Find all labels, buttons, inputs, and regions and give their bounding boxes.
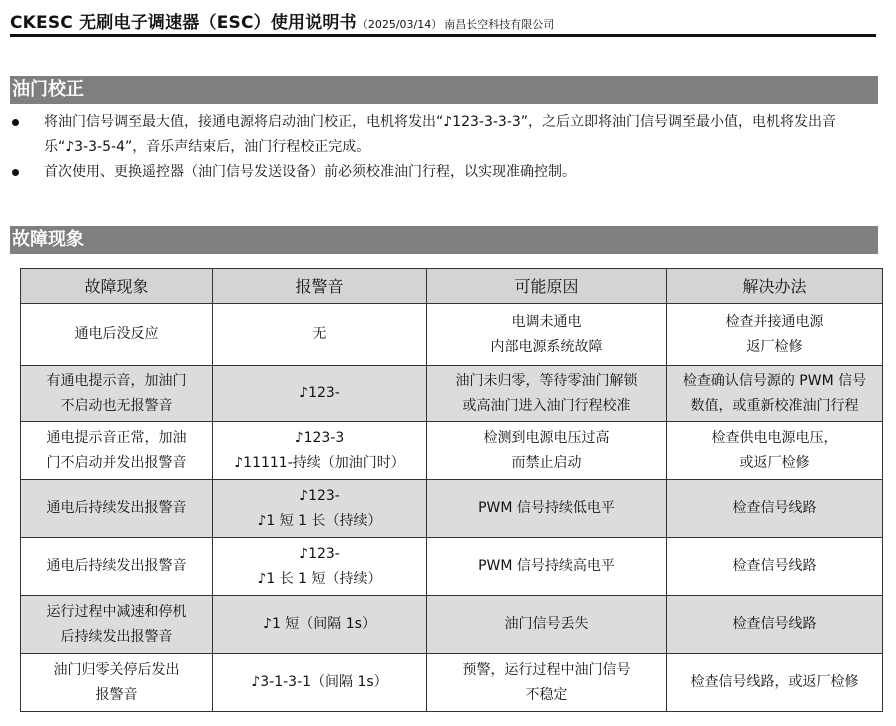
cell-line: 检查供电电源电压， bbox=[711, 429, 838, 446]
cell-alarm bbox=[213, 422, 427, 480]
cell-line: ♪123-3 bbox=[294, 429, 345, 446]
cell-line: ♪123- bbox=[299, 545, 340, 562]
cell-phenomenon bbox=[21, 538, 213, 596]
cell-line: 报警音 bbox=[95, 686, 138, 703]
cell-line: 有通电提示音，加油门 bbox=[46, 372, 187, 389]
document-date: （2025/03/14） bbox=[356, 18, 443, 31]
cell-solution bbox=[667, 480, 883, 538]
cell-cause bbox=[427, 366, 667, 422]
cell-line: 不启动也无报警音 bbox=[60, 397, 173, 414]
document-title: CKESC 无刷电子调速器（ESC）使用说明书 bbox=[10, 13, 357, 33]
cell-solution bbox=[667, 654, 883, 712]
cell-line: ♪11111-持续（加油门时） bbox=[234, 454, 405, 471]
cell-line: 运行过程中减速和停机 bbox=[46, 603, 187, 620]
cell-line: 检测到电源电压过高 bbox=[483, 429, 610, 446]
cell-line: 后持续发出报警音 bbox=[60, 628, 173, 645]
cell-line: 数值，或重新校准油门行程 bbox=[690, 397, 859, 414]
cell-line: 通电提示音正常，加油 bbox=[46, 429, 187, 446]
cell-line: 电调未通电 bbox=[511, 313, 582, 330]
cell-line: 内部电源系统故障 bbox=[490, 338, 603, 355]
document-header bbox=[10, 8, 876, 37]
cell-line: 油门未归零，等待零油门解锁 bbox=[455, 372, 638, 389]
cell-line: 检查信号线路，或返厂检修 bbox=[690, 674, 859, 690]
cell-alarm bbox=[213, 654, 427, 712]
section-heading-throttle-calibration: 油门校正 bbox=[10, 76, 878, 104]
cell-phenomenon bbox=[21, 596, 213, 654]
cell-line: 检查信号线路 bbox=[732, 558, 817, 574]
cell-cause bbox=[427, 596, 667, 654]
cell-line: PWM 信号持续高电平 bbox=[478, 558, 615, 574]
cell-cause bbox=[427, 304, 667, 366]
column-header-alarm: 报警音 bbox=[213, 269, 427, 304]
throttle-calibration-bullets bbox=[10, 110, 880, 185]
bullet-text: 首次使用、更换遥控器（油门信号发送设备）前必须校准油门行程，以实现准确控制。 bbox=[44, 164, 576, 180]
cell-line: 而禁止启动 bbox=[511, 454, 582, 471]
column-header-cause: 可能原因 bbox=[427, 269, 667, 304]
cell-cause bbox=[427, 480, 667, 538]
cell-line: ♪123- bbox=[299, 487, 340, 504]
cell-line: ♪3-1-3-1（间隔 1s） bbox=[251, 674, 388, 690]
cell-solution bbox=[667, 304, 883, 366]
table-row bbox=[21, 366, 883, 422]
cell-phenomenon bbox=[21, 422, 213, 480]
cell-phenomenon bbox=[21, 366, 213, 422]
cell-line: 检查并接通电源 bbox=[725, 313, 824, 330]
cell-line: 无 bbox=[312, 326, 327, 342]
cell-solution bbox=[667, 538, 883, 596]
cell-line: 通电后持续发出报警音 bbox=[46, 500, 187, 516]
cell-phenomenon bbox=[21, 480, 213, 538]
bullet-item bbox=[10, 110, 880, 160]
cell-line: 预警，运行过程中油门信号 bbox=[462, 661, 631, 678]
cell-alarm bbox=[213, 304, 427, 366]
fault-table bbox=[20, 268, 883, 712]
column-header-solution: 解决办法 bbox=[667, 269, 883, 304]
table-row bbox=[21, 304, 883, 366]
cell-line: 门不启动并发出报警音 bbox=[46, 454, 187, 471]
cell-line: 返厂检修 bbox=[746, 338, 803, 355]
bullet-dot-icon bbox=[12, 169, 19, 176]
table-row bbox=[21, 480, 883, 538]
cell-cause bbox=[427, 538, 667, 596]
table-row bbox=[21, 654, 883, 712]
cell-line: 或高油门进入油门行程校准 bbox=[462, 397, 631, 414]
cell-line: 或返厂检修 bbox=[739, 454, 810, 471]
table-row bbox=[21, 596, 883, 654]
cell-alarm bbox=[213, 596, 427, 654]
table-row bbox=[21, 538, 883, 596]
cell-cause bbox=[427, 654, 667, 712]
cell-line: ♪1 长 1 短（持续） bbox=[257, 570, 382, 587]
cell-line: 检查信号线路 bbox=[732, 616, 817, 632]
table-header-row bbox=[21, 269, 883, 304]
cell-line: 油门归零关停后发出 bbox=[53, 661, 180, 678]
cell-alarm bbox=[213, 366, 427, 422]
section-heading-fault-phenomena: 故障现象 bbox=[10, 226, 878, 254]
cell-phenomenon bbox=[21, 654, 213, 712]
cell-solution bbox=[667, 422, 883, 480]
cell-solution bbox=[667, 366, 883, 422]
bullet-item bbox=[10, 160, 880, 185]
cell-alarm bbox=[213, 480, 427, 538]
cell-line: 油门信号丢失 bbox=[504, 616, 589, 632]
cell-line: 通电后持续发出报警音 bbox=[46, 558, 187, 574]
cell-line: PWM 信号持续低电平 bbox=[478, 500, 615, 516]
cell-line: ♪123- bbox=[299, 385, 340, 401]
cell-line: 检查信号线路 bbox=[732, 500, 817, 516]
cell-line: ♪1 短（间隔 1s） bbox=[263, 616, 376, 632]
table-row bbox=[21, 422, 883, 480]
cell-cause bbox=[427, 422, 667, 480]
cell-line: ♪1 短 1 长（持续） bbox=[257, 512, 382, 529]
column-header-phenomenon: 故障现象 bbox=[21, 269, 213, 304]
fault-table-body bbox=[21, 304, 883, 712]
cell-line: 通电后没反应 bbox=[74, 326, 159, 342]
cell-line: 不稳定 bbox=[525, 686, 568, 703]
bullet-text: 将油门信号调至最大值，接通电源将启动油门校正，电机将发出“♪123-3-3-3”，之后立即将油门信号调至最小值，电机将发出音乐“♪3-3-5-4”，音乐声结束后，油门行程校正完成。 bbox=[44, 114, 837, 155]
cell-alarm bbox=[213, 538, 427, 596]
cell-phenomenon bbox=[21, 304, 213, 366]
bullet-dot-icon bbox=[12, 119, 19, 126]
cell-solution bbox=[667, 596, 883, 654]
cell-line: 检查确认信号源的 PWM 信号 bbox=[682, 372, 867, 389]
company-name: 南昌长空科技有限公司 bbox=[444, 18, 555, 31]
